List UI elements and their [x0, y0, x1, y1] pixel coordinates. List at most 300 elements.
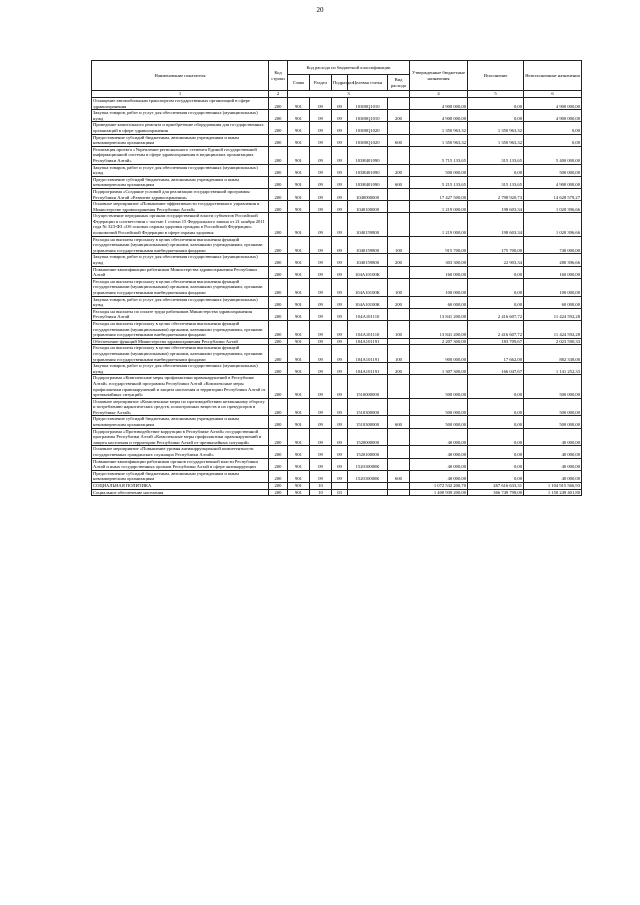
cell-name: Повышение квалификации работников органов государственной власти Республики Алтай и иных государственных органов Республики Алтай в сфере антикоррупции	[92, 458, 269, 470]
cell-executed: 366 749 798,00	[468, 489, 524, 496]
cell-executed: 166 047,67	[468, 363, 524, 375]
cell-name: Расходы на выплаты по оплате труда работников Министерства здравоохранения Республики Алтай	[92, 308, 269, 320]
cell-unexecuted: 500 000,00	[524, 375, 582, 398]
cell-executed: 2 798 920,73	[468, 188, 524, 200]
index-cell: 6	[524, 91, 582, 98]
cell-razdel: 09	[310, 470, 332, 482]
header-podrazdel: Подраздел	[332, 75, 348, 91]
cell-kind: 200	[388, 110, 410, 122]
page-number: 20	[316, 6, 324, 14]
table-row	[92, 146, 582, 164]
table-row	[92, 188, 582, 200]
index-cell: 1	[92, 91, 269, 98]
cell-podrazdel: 09	[332, 416, 348, 428]
cell-target: 104A10100K	[348, 278, 388, 296]
cell-target: 10380Q1020	[348, 122, 388, 134]
cell-code: 200	[269, 201, 288, 213]
cell-code: 200	[269, 338, 288, 345]
cell-approved: 4 900 000,00	[410, 110, 468, 122]
cell-razdel: 09	[310, 458, 332, 470]
cell-name: Предоставление субсидий бюджетным, автономным учреждениям и иным некоммерческим организациям	[92, 134, 269, 146]
cell-name: Повышение квалификации работников Министерства здравоохранения Республики Алтай	[92, 266, 269, 278]
cell-glava: 901	[288, 296, 310, 308]
table-row	[92, 320, 582, 338]
cell-target: 1040159800	[348, 254, 388, 266]
cell-razdel: 09	[310, 446, 332, 458]
table-row	[92, 489, 582, 496]
cell-executed: 0,00	[468, 458, 524, 470]
cell-unexecuted: 11 424 592,28	[524, 308, 582, 320]
cell-unexecuted: 14 628 579,27	[524, 188, 582, 200]
cell-podrazdel: 09	[332, 428, 348, 446]
cell-executed: 17 662,00	[468, 345, 524, 363]
cell-code: 200	[269, 146, 288, 164]
cell-podrazdel: 09	[332, 278, 348, 296]
index-cell: 4	[410, 91, 468, 98]
table-row	[92, 110, 582, 122]
cell-razdel: 09	[310, 320, 332, 338]
cell-target: 1520000000	[348, 428, 388, 446]
cell-name: Закупка товаров, работ и услуг для обеспечения государственных (муниципальных) нужд	[92, 110, 269, 122]
cell-razdel: 09	[310, 428, 332, 446]
header-executed: Исполнение	[468, 61, 524, 91]
cell-target: 104A101110	[348, 308, 388, 320]
budget-execution-table	[91, 60, 582, 496]
table-row	[92, 236, 582, 254]
cell-code: 200	[269, 188, 288, 200]
cell-kind	[388, 446, 410, 458]
cell-target: 104A10100K	[348, 296, 388, 308]
cell-executed: 0,00	[468, 266, 524, 278]
table-row	[92, 176, 582, 188]
cell-kind: 100	[388, 345, 410, 363]
cell-executed: 198 603,34	[468, 201, 524, 213]
cell-approved: 1 350 963,32	[410, 134, 468, 146]
cell-executed: 0,00	[468, 278, 524, 296]
header-name: Наименование показателя	[92, 61, 269, 91]
cell-executed: 22 903,34	[468, 254, 524, 266]
cell-executed: 0,00	[468, 164, 524, 176]
cell-executed: 0,00	[468, 428, 524, 446]
table-row	[92, 446, 582, 458]
cell-executed: 0,00	[468, 110, 524, 122]
cell-kind	[388, 213, 410, 236]
cell-name: СОЦИАЛЬНАЯ ПОЛИТИКА	[92, 483, 269, 490]
cell-code: 200	[269, 416, 288, 428]
table-row	[92, 338, 582, 345]
cell-target	[348, 489, 388, 496]
cell-name: Расходы на выплаты персоналу в целях обеспечения выполнения функций государственными (муниципальными) органами, казенными учреждениями, органами управления государственными внебюджетными фондами	[92, 278, 269, 296]
header-razdel: Раздел	[310, 75, 332, 91]
table-row	[92, 98, 582, 110]
cell-target: 103Н401090	[348, 164, 388, 176]
header-approved: Утвержденные бюджетные назначения	[410, 61, 468, 91]
table-row	[92, 345, 582, 363]
cell-code: 200	[269, 164, 288, 176]
cell-podrazdel: 09	[332, 458, 348, 470]
cell-approved: 4 900 000,00	[410, 98, 468, 110]
cell-approved: 1 400 939 200,00	[410, 489, 468, 496]
cell-target: 1510000000	[348, 375, 388, 398]
cell-kind	[388, 398, 410, 416]
cell-unexecuted: 1 020 396,66	[524, 201, 582, 213]
cell-name: Расходы на выплаты персоналу в целях обеспечения выполнения функций государственными (муниципальными) органами, казенными учреждениями, органами управления государственными внебюджетными фондами	[92, 320, 269, 338]
table-row	[92, 416, 582, 428]
cell-podrazdel: 09	[332, 254, 348, 266]
cell-code: 200	[269, 308, 288, 320]
cell-glava: 901	[288, 320, 310, 338]
cell-approved: 13 841 200,00	[410, 320, 468, 338]
cell-glava: 901	[288, 483, 310, 490]
cell-approved: 500 000,00	[410, 164, 468, 176]
cell-unexecuted: 4 900 000,00	[524, 110, 582, 122]
cell-target: 1040159800	[348, 236, 388, 254]
cell-approved: 1 307 300,00	[410, 363, 468, 375]
cell-code: 200	[269, 363, 288, 375]
cell-target: 103Н401090	[348, 146, 388, 164]
cell-kind: 200	[388, 296, 410, 308]
cell-kind	[388, 338, 410, 345]
cell-razdel: 09	[310, 254, 332, 266]
cell-glava: 901	[288, 308, 310, 320]
cell-name: Расходы на выплаты персоналу в целях обеспечения выполнения функций государственными (муниципальными) органами, казенными учреждениями, органами управления государственными внебюджетными фондами	[92, 236, 269, 254]
cell-kind	[388, 201, 410, 213]
cell-glava: 901	[288, 201, 310, 213]
table-row	[92, 458, 582, 470]
cell-target: 104A101191	[348, 363, 388, 375]
cell-podrazdel: 09	[332, 122, 348, 134]
cell-razdel: 09	[310, 188, 332, 200]
cell-kind: 600	[388, 470, 410, 482]
cell-code: 200	[269, 266, 288, 278]
cell-unexecuted: 740 000,00	[524, 236, 582, 254]
cell-unexecuted: 500 000,00	[524, 416, 582, 428]
cell-name: Предоставление субсидий бюджетным, автономным учреждениям и иным некоммерческим организациям	[92, 470, 269, 482]
cell-glava: 901	[288, 266, 310, 278]
table-row	[92, 213, 582, 236]
cell-kind	[388, 98, 410, 110]
cell-razdel: 10	[310, 483, 332, 490]
cell-kind	[388, 266, 410, 278]
cell-podrazdel: 09	[332, 213, 348, 236]
header-unexecuted: Неисполненные назначения	[524, 61, 582, 91]
cell-razdel: 09	[310, 134, 332, 146]
cell-kind: 200	[388, 164, 410, 176]
cell-unexecuted: 882 338,00	[524, 345, 582, 363]
cell-glava: 901	[288, 278, 310, 296]
cell-name: Социальное обеспечение населения	[92, 489, 269, 496]
cell-approved: 1 072 532 200,70	[410, 483, 468, 490]
table-row	[92, 266, 582, 278]
table-row	[92, 398, 582, 416]
table-body	[92, 98, 582, 496]
cell-kind	[388, 489, 410, 496]
header-classification: Код расхода по бюджетной классификации	[288, 61, 410, 75]
table-row	[92, 470, 582, 482]
cell-code: 200	[269, 254, 288, 266]
cell-approved: 1 219 000,00	[410, 201, 468, 213]
cell-glava: 901	[288, 489, 310, 496]
cell-approved: 303 300,00	[410, 254, 468, 266]
cell-razdel: 09	[310, 308, 332, 320]
cell-code: 200	[269, 122, 288, 134]
cell-glava: 901	[288, 254, 310, 266]
cell-kind: 200	[388, 363, 410, 375]
cell-razdel: 09	[310, 122, 332, 134]
cell-razdel: 09	[310, 398, 332, 416]
cell-podrazdel: 09	[332, 146, 348, 164]
cell-unexecuted: 2 023 590,33	[524, 338, 582, 345]
cell-approved: 915 700,00	[410, 236, 468, 254]
cell-approved: 17 427 500,00	[410, 188, 468, 200]
cell-podrazdel: 09	[332, 345, 348, 363]
cell-name: Подпрограмма «Создание условий для реализации государственной программы Республики Алтай «Развитие здравоохранения»	[92, 188, 269, 200]
cell-kind: 100	[388, 320, 410, 338]
cell-kind	[388, 308, 410, 320]
cell-approved: 5 215 133,65	[410, 176, 468, 188]
cell-podrazdel: 09	[332, 375, 348, 398]
cell-kind	[388, 458, 410, 470]
cell-unexecuted: 1 020 396,66	[524, 213, 582, 236]
cell-glava: 901	[288, 416, 310, 428]
cell-approved: 500 000,00	[410, 416, 468, 428]
cell-code: 200	[269, 483, 288, 490]
cell-kind	[388, 375, 410, 398]
cell-executed: 2 416 607,72	[468, 308, 524, 320]
cell-kind: 600	[388, 134, 410, 146]
cell-target: 1040000000	[348, 188, 388, 200]
cell-name: Обеспечение функций Министерства здравоохранения Республики Алтай	[92, 338, 269, 345]
header-code: Код строки	[269, 61, 288, 91]
table-row	[92, 254, 582, 266]
cell-approved: 60 000,00	[410, 296, 468, 308]
cell-approved: 1 350 963,32	[410, 122, 468, 134]
cell-kind: 100	[388, 236, 410, 254]
cell-code: 200	[269, 320, 288, 338]
table-row	[92, 134, 582, 146]
cell-approved: 100 000,00	[410, 278, 468, 296]
cell-unexecuted: 0,00	[524, 122, 582, 134]
cell-name: Закупка товаров, работ и услуг для обеспечения государственных (муниципальных) нужд	[92, 296, 269, 308]
cell-glava: 901	[288, 176, 310, 188]
cell-approved: 500 000,00	[410, 398, 468, 416]
header-glava: Глава	[288, 75, 310, 91]
cell-glava: 901	[288, 428, 310, 446]
cell-executed: 0,00	[468, 446, 524, 458]
cell-approved: 40 000,00	[410, 470, 468, 482]
cell-podrazdel: 09	[332, 164, 348, 176]
cell-name: Предоставление субсидий бюджетным, автономным учреждениям и иным некоммерческим организациям	[92, 416, 269, 428]
cell-executed: 267 616 633,31	[468, 483, 524, 490]
cell-target: 1040159800	[348, 213, 388, 236]
cell-podrazdel: 09	[332, 98, 348, 110]
cell-podrazdel: 03	[332, 489, 348, 496]
cell-podrazdel: 09	[332, 266, 348, 278]
cell-executed: 0,00	[468, 470, 524, 482]
table-row	[92, 308, 582, 320]
header-target: Целевая статья	[348, 75, 388, 91]
cell-approved: 40 000,00	[410, 458, 468, 470]
cell-approved: 13 841 200,00	[410, 308, 468, 320]
cell-razdel: 09	[310, 146, 332, 164]
cell-unexecuted: 160 000,00	[524, 266, 582, 278]
cell-target: 1040100000	[348, 201, 388, 213]
cell-code: 200	[269, 176, 288, 188]
table-row	[92, 428, 582, 446]
cell-approved: 40 000,00	[410, 428, 468, 446]
table-row	[92, 375, 582, 398]
cell-razdel: 09	[310, 375, 332, 398]
cell-target	[348, 483, 388, 490]
cell-executed: 1 350 963,32	[468, 122, 524, 134]
cell-unexecuted: 4 900 000,00	[524, 98, 582, 110]
cell-razdel: 09	[310, 98, 332, 110]
cell-kind: 600	[388, 416, 410, 428]
cell-name: Основное мероприятие «Комплексные меры по противодействию незаконному обороту и потреблению наркотических средств, психотропных веществ и их прекурсоров в Республике Алтай»	[92, 398, 269, 416]
cell-approved: 1 219 000,00	[410, 213, 468, 236]
cell-razdel: 09	[310, 201, 332, 213]
cell-name: Оснащение автомобильным транспортом государственных организаций в сфере здравоохранения	[92, 98, 269, 110]
cell-unexecuted: 500 000,00	[524, 398, 582, 416]
cell-code: 200	[269, 345, 288, 363]
cell-kind	[388, 122, 410, 134]
cell-unexecuted: 5 400 000,00	[524, 146, 582, 164]
cell-unexecuted: 1 104 915 566,93	[524, 483, 582, 490]
cell-approved: 160 000,00	[410, 266, 468, 278]
cell-unexecuted: 500 000,00	[524, 164, 582, 176]
cell-target: 10380Q1010	[348, 110, 388, 122]
cell-executed: 0,00	[468, 375, 524, 398]
cell-unexecuted: 1 141 252,33	[524, 363, 582, 375]
cell-kind	[388, 146, 410, 164]
cell-razdel: 09	[310, 213, 332, 236]
table-row	[92, 201, 582, 213]
cell-glava: 901	[288, 470, 310, 482]
cell-executed: 315 133,65	[468, 146, 524, 164]
table-row	[92, 122, 582, 134]
cell-kind: 200	[388, 254, 410, 266]
cell-code: 200	[269, 458, 288, 470]
cell-target: 1510300000	[348, 416, 388, 428]
cell-podrazdel: 09	[332, 201, 348, 213]
cell-razdel: 09	[310, 176, 332, 188]
cell-code: 200	[269, 470, 288, 482]
cell-executed: 0,00	[468, 398, 524, 416]
cell-target: 10380Q1020	[348, 134, 388, 146]
cell-name: Расходы на выплаты персоналу в целях обеспечения выполнения функций государственными (муниципальными) органами, казенными учреждениями, органами управления государственными внебюджетными фондами	[92, 345, 269, 363]
cell-glava: 901	[288, 134, 310, 146]
cell-podrazdel	[332, 483, 348, 490]
cell-glava: 901	[288, 146, 310, 164]
cell-executed: 198 603,34	[468, 213, 524, 236]
cell-podrazdel: 09	[332, 188, 348, 200]
header-kind: Вид расхода	[388, 75, 410, 91]
cell-name: Закупка товаров, работ и услуг для обеспечения государственных (муниципальных) нужд	[92, 164, 269, 176]
cell-target: 103Н401090	[348, 176, 388, 188]
cell-podrazdel: 09	[332, 446, 348, 458]
cell-code: 200	[269, 428, 288, 446]
cell-podrazdel: 09	[332, 470, 348, 482]
cell-code: 200	[269, 134, 288, 146]
cell-unexecuted: 40 000,00	[524, 470, 582, 482]
cell-glava: 901	[288, 446, 310, 458]
cell-razdel: 09	[310, 164, 332, 176]
cell-glava: 901	[288, 164, 310, 176]
cell-glava: 901	[288, 122, 310, 134]
cell-razdel: 09	[310, 363, 332, 375]
cell-razdel: 10	[310, 489, 332, 496]
cell-unexecuted: 11 424 592,28	[524, 320, 582, 338]
cell-unexecuted: 100 000,00	[524, 278, 582, 296]
cell-executed: 175 700,00	[468, 236, 524, 254]
cell-glava: 901	[288, 110, 310, 122]
index-cell: 2	[269, 91, 288, 98]
cell-razdel: 09	[310, 296, 332, 308]
cell-executed: 315 133,65	[468, 176, 524, 188]
cell-name: Основное мероприятие «Повышение эффективности государственного управления в Министерстве здравоохранения Республики Алтай»	[92, 201, 269, 213]
cell-razdel: 09	[310, 278, 332, 296]
cell-podrazdel: 09	[332, 176, 348, 188]
cell-unexecuted: 40 000,00	[524, 446, 582, 458]
cell-razdel: 09	[310, 338, 332, 345]
cell-code: 200	[269, 98, 288, 110]
cell-target: 104A101191	[348, 345, 388, 363]
index-cell: 3	[288, 91, 410, 98]
cell-unexecuted: 40 000,00	[524, 458, 582, 470]
cell-executed: 183 709,67	[468, 338, 524, 345]
cell-unexecuted: 1 150 249 401,80	[524, 489, 582, 496]
cell-glava: 901	[288, 188, 310, 200]
cell-glava: 901	[288, 236, 310, 254]
table-row	[92, 278, 582, 296]
cell-approved: 500 000,00	[410, 375, 468, 398]
cell-executed: 2 416 607,72	[468, 320, 524, 338]
cell-unexecuted: 4 900 000,00	[524, 176, 582, 188]
cell-executed: 0,00	[468, 296, 524, 308]
cell-razdel: 09	[310, 110, 332, 122]
cell-name: Осуществление переданных органам государственной власти субъектов Российской Федерации в соответствии с частью 1 статьи 15 Федерального закона от 21 ноября 2011 года № 323-ФЗ «Об основах охраны здоровья граждан в Российской Федерации» полномочий Российской Федерации в сфере охраны здоровья	[92, 213, 269, 236]
cell-target: 104A10100K	[348, 266, 388, 278]
cell-target: 152010000К	[348, 470, 388, 482]
cell-unexecuted: 60 000,00	[524, 296, 582, 308]
table-row	[92, 296, 582, 308]
cell-approved: 5 715 133,65	[410, 146, 468, 164]
cell-target: 1520100000	[348, 446, 388, 458]
cell-executed: 0,00	[468, 416, 524, 428]
cell-code: 200	[269, 375, 288, 398]
cell-razdel: 09	[310, 266, 332, 278]
cell-target: 104A101110	[348, 320, 388, 338]
cell-podrazdel: 09	[332, 338, 348, 345]
cell-glava: 901	[288, 98, 310, 110]
table-row	[92, 164, 582, 176]
cell-name: Подпрограмма «Комплексные меры профилактики правонарушений в Республике Алтай» государственной программы Республики Алтай «Комплексные меры профилактики правонарушений и защита населения и территории Республики Алтай от чрезвычайных ситуаций»	[92, 375, 269, 398]
cell-name: Реализация проекта «Укрепление регионального сегмента Единой государственной информационной системы в сфере здравоохранения в медицинских организациях Республики Алтай»	[92, 146, 269, 164]
cell-podrazdel: 09	[332, 134, 348, 146]
cell-executed: 1 350 963,32	[468, 134, 524, 146]
cell-glava: 901	[288, 398, 310, 416]
cell-target: 1510300000	[348, 398, 388, 416]
cell-kind: 600	[388, 176, 410, 188]
cell-approved: 40 000,00	[410, 446, 468, 458]
cell-target: 104A101191	[348, 338, 388, 345]
cell-unexecuted: 280 396,66	[524, 254, 582, 266]
cell-kind	[388, 483, 410, 490]
cell-glava: 901	[288, 375, 310, 398]
cell-name: Предоставление субсидий бюджетным, автономным учреждениям и иным некоммерческим организациям	[92, 176, 269, 188]
cell-podrazdel: 09	[332, 398, 348, 416]
cell-podrazdel: 09	[332, 110, 348, 122]
